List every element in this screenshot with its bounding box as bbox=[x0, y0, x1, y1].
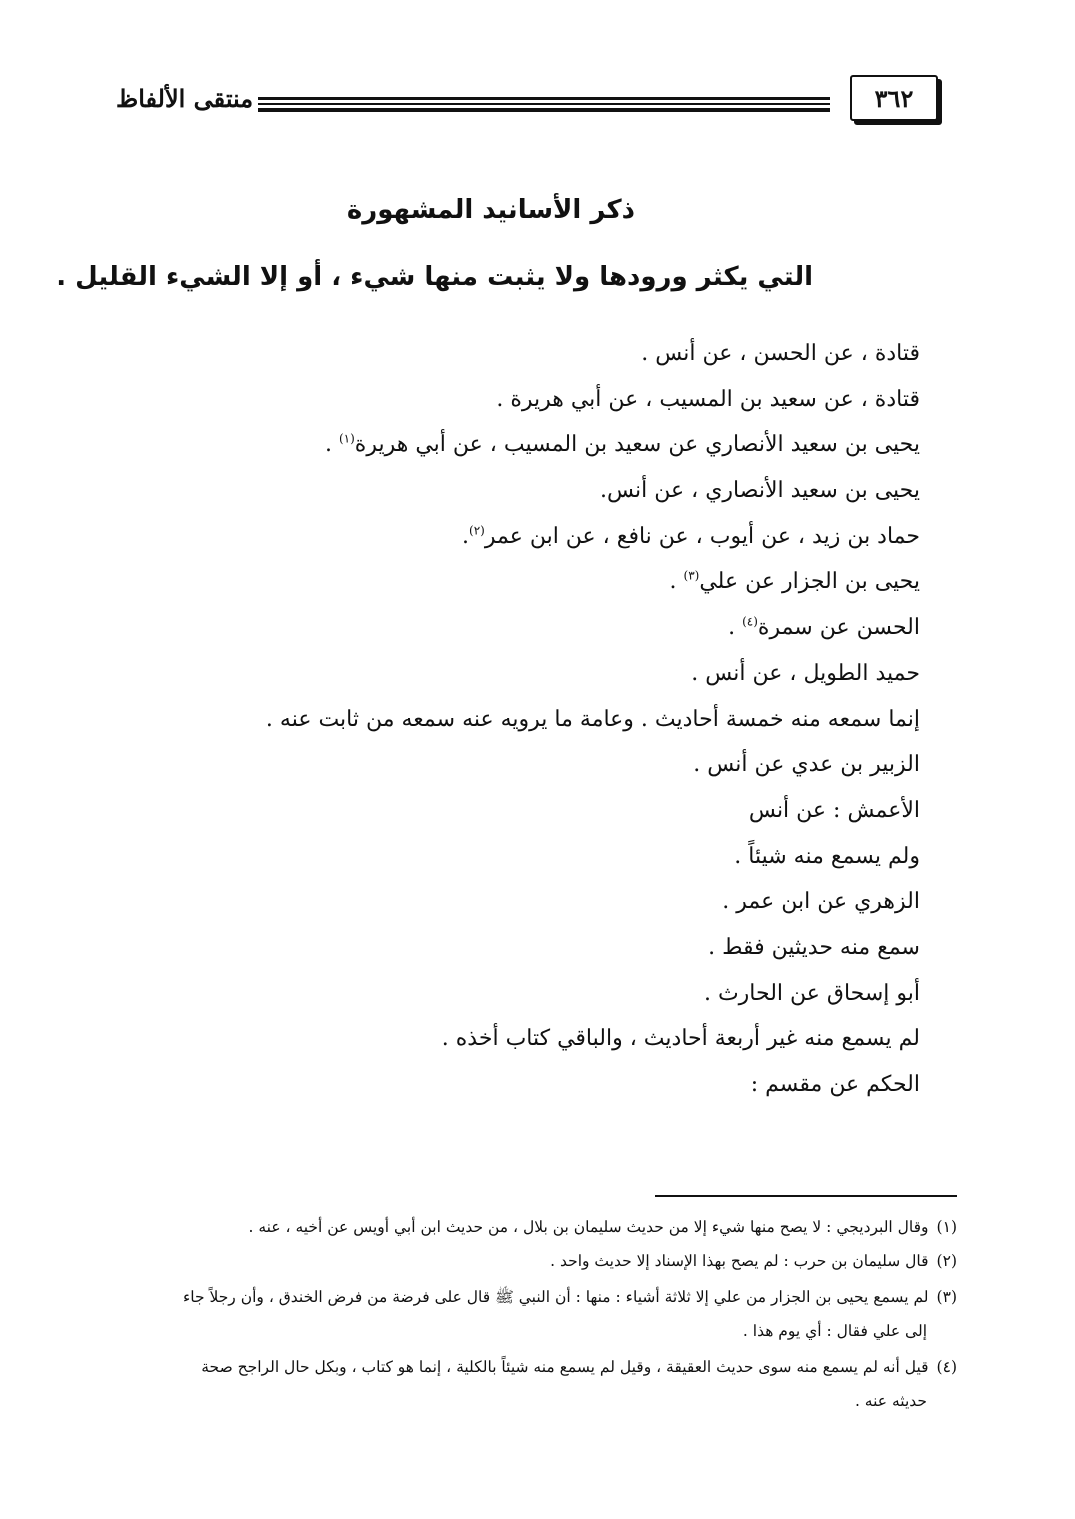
footnote bbox=[112, 1350, 957, 1418]
footnote-continuation: حديثه عنه . bbox=[854, 1392, 927, 1410]
footnote-number: (٤) bbox=[936, 1358, 957, 1376]
isnad-line: قتادة ، عن الحسن ، عن أنس . bbox=[641, 341, 920, 366]
page-number: ٣٦٢ bbox=[874, 83, 914, 113]
isnad-line: لم يسمع منه غير أربعة أحاديث ، والباقي كتاب أخذه . bbox=[441, 1026, 920, 1052]
footnote-number: (٢) bbox=[936, 1252, 957, 1270]
footnote bbox=[112, 1244, 957, 1278]
footnote-number: (١) bbox=[936, 1218, 957, 1236]
footnote bbox=[112, 1210, 957, 1244]
isnad-line: إنما سمعه منه خمسة أحاديث . وعامة ما يرويه عنه سمعه من ثابت عنه . bbox=[265, 706, 920, 732]
footnote-text: وقال البرديجي : لا يصح منها شيء إلا من حديث سليمان بن بلال ، من حديث ابن أبي أويس عن أخيه ، عنه . bbox=[248, 1218, 929, 1236]
header-rule bbox=[258, 97, 830, 100]
footnotes bbox=[112, 1210, 957, 1418]
footnote-text: قيل أنه لم يسمع منه سوى حديث العقيقة ، وقيل لم يسمع منه شيئاً بالكلية ، إنما هو كتاب ، وبكل حال الراجح صحة bbox=[201, 1358, 929, 1376]
footnote bbox=[112, 1280, 957, 1348]
footnote-separator bbox=[655, 1195, 957, 1197]
isnad-list bbox=[100, 334, 920, 1111]
isnad-line: حماد بن زيد ، عن أيوب ، عن نافع ، عن ابن عمر$^{(٢)}$. bbox=[462, 523, 920, 549]
running-book-title: منتقى الألفاظ bbox=[116, 84, 254, 113]
page-number-badge bbox=[850, 75, 940, 123]
footnote-number: (٣) bbox=[936, 1288, 957, 1306]
isnad-line: الزهري عن ابن عمر . bbox=[722, 889, 920, 915]
section-title: ذكر الأسانيد المشهورة bbox=[346, 195, 635, 225]
footnote-ref[interactable]: (٣) bbox=[683, 569, 700, 584]
header-rule bbox=[258, 103, 830, 105]
isnad-line: الأعمش : عن أنس bbox=[748, 797, 920, 823]
badge-frame bbox=[850, 75, 938, 121]
isnad-line: الزبير بن عدي عن أنس . bbox=[693, 752, 920, 778]
header-rule bbox=[258, 108, 830, 112]
footnote-ref[interactable]: (٤) bbox=[742, 614, 758, 629]
isnad-line: أبو إسحاق عن الحارث . bbox=[703, 980, 920, 1006]
isnad-line: سمع منه حديثين فقط . bbox=[708, 934, 920, 960]
footnote-text: لم يسمع يحيى بن الجزار من علي إلا ثلاثة أشياء : منها : أن النبي ﷺ قال على فرضة من فرض الخندق ، وأن رجلاً جاء bbox=[182, 1288, 929, 1306]
footnote-ref[interactable]: (٢) bbox=[469, 523, 485, 538]
footnote-continuation: إلى علي فقال : أي يوم هذا . bbox=[742, 1322, 927, 1340]
footnote-ref[interactable]: (١) bbox=[338, 432, 355, 447]
isnad-line: الحسن عن سمرة$^{(٤)}$ . bbox=[728, 614, 920, 641]
isnad-line: حميد الطويل ، عن أنس . bbox=[691, 660, 920, 686]
section-subtitle: التي يكثر ورودها ولا يثبت منها شيء ، أو إلا الشيء القليل . bbox=[56, 262, 813, 292]
isnad-line: يحيى بن الجزار عن علي$^{(٣)}$ . bbox=[669, 569, 920, 595]
isnad-line: يحيى بن سعيد الأنصاري عن سعيد بن المسيب ، عن أبي هريرة$^{(١)}$ . bbox=[324, 432, 920, 458]
isnad-line: قتادة ، عن سعيد بن المسيب ، عن أبي هريرة . bbox=[496, 386, 920, 412]
isnad-line: يحيى بن سعيد الأنصاري ، عن أنس. bbox=[599, 478, 920, 504]
footnote-text: قال سليمان بن حرب : لم يصح بهذا الإسناد إلا حديث واحد . bbox=[550, 1252, 929, 1270]
isnad-line: الحكم عن مقسم : bbox=[750, 1072, 920, 1097]
isnad-line: ولم يسمع منه شيئاً . bbox=[734, 843, 920, 869]
